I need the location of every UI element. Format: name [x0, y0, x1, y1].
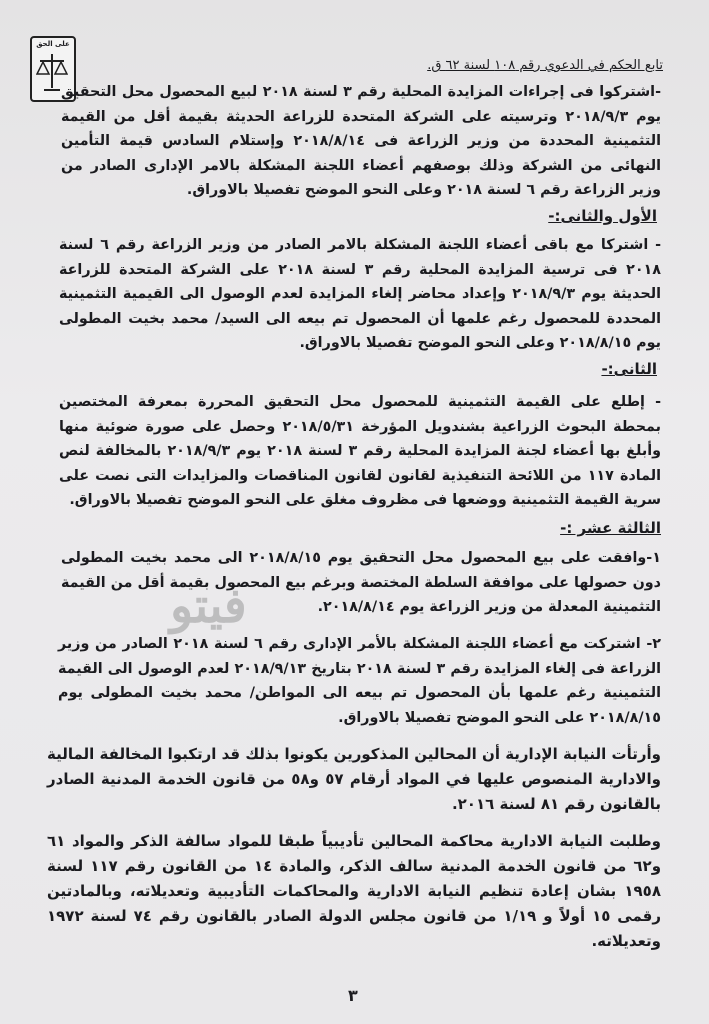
paragraph-7: وطلبت النيابة الادارية محاكمة المحالين تأديبياً طبقا للمواد سالفة الذكر والمواد ٦١ و٦٢ من قانون الخدمة المدنية سالف الذكر، والمادة ١٤ من القانون رقم ١١٧ لسنة ١٩٥٨ بشان إعادة تنظيم النيابة الادارية والمحاكمات التأديبية وتعديلاته، وبالمادتين رقمى ١٥ أولاً و ١/١٩ من قانون مجلس الدولة الصادر بالقانون رقم ٧٤ لسنة ١٩٧٢ وتعديلاته. [47, 832, 662, 950]
paragraph-4: ١-وافقت على بيع المحصول محل التحقيق يوم ٢٠١٨/٨/١٥ الى محمد بخيت المطولى دون حصولها على موافقة السلطة المختصة وبرغم بيع المحصول بقيمة أقل من القيمة التثمينية المعدلة من وزير الزراعة يوم ٢٠١٨/٨/١٤. [61, 550, 661, 615]
watermark-logo: فيتو [170, 578, 247, 634]
heading-first-second: الأول والثانى:- [548, 207, 657, 225]
paragraph-6: وأرتأت النيابة الإدارية أن المحالين المذكورين يكونوا بذلك قد ارتكبوا المخالفة المالية والادارية المنصوص عليها في المواد أرقام ٥٧ و٥٨ من قانون الخدمة المدنية الصادر بالقانون رقم ٨١ لسنة ٢٠١٦. [47, 745, 661, 813]
heading-second: الثانى:- [601, 360, 657, 378]
case-reference-header: تابع الحكم في الدعوي رقم ١٠٨ لسنة ٦٢ ق. [427, 58, 663, 73]
heading-thirteenth: الثالثة عشر :- [560, 519, 661, 537]
paragraph-1: -اشتركوا فى إجراءات المزايدة المحلية رقم ٣ لسنة ٢٠١٨ لبيع المحصول محل التحقيق يوم ٢٠١٨/٩/٣ وترسيته على الشركة المتحدة للزراعة الحديثة بقيمة أقل من القيمة التثمينية المحددة من وزير الزراعة فى ٢٠١٨/٨/١٤ وإستلام السادس قيمة التأمين النهائى من الشركة وذلك بوصفهم أعضاء اللجنة المشكلة بالامر الإدارى الصادر من وزير الزراعة رقم ٦ لسنة ٢٠١٨ وعلى النحو الموضح تفصيلا بالاوراق. [61, 84, 662, 198]
paragraph-3: - إطلع على القيمة التثمينية للمحصول محل التحقيق المحررة بمعرفة المختصين بمحطة البحوث الزراعية بشندويل المؤرخة ٢٠١٨/٥/٣١ وحصل على صورة ضوئية منها وأبلغ بها أعضاء لجنة المزايدة المحلية رقم ٣ لسنة ٢٠١٨ يوم ٢٠١٨/٩/٣ بالمخالفة لنص المادة ١١٧ من اللائحة التنفيذية لقانون لقانون المناقصات والمزايدات التى نصت على سرية القيمة التثمينية ووضعها فى مظروف مغلق على النحو الموضح تفصيلا بالاوراق. [59, 394, 662, 508]
page-number: ٣ [348, 986, 358, 1005]
paragraph-2: - اشتركا مع باقى أعضاء اللجنة المشكلة بالامر الصادر من وزير الزراعة رقم ٦ لسنة ٢٠١٨ فى ترسية المزايدة المحلية رقم ٣ لسنة ٢٠١٨ على الشركة المتحدة للزراعة الحديثة يوم ٢٠١٨/٩/٣ وإعداد محاضر إلغاء المزايدة لعدم الوصول الى القيمية التثمينية المحددة للمحصول رغم علمها أن المحصول تم بيعه الى السيد/ محمد بخيت المطولى يوم ٢٠١٨/٨/١٥ وعلى النحو الموضح تفصيلا بالاوراق. [59, 237, 661, 351]
logo-text: على الحق [36, 40, 70, 48]
paragraph-5: ٢- اشتركت مع أعضاء اللجنة المشكلة بالأمر الإدارى رقم ٦ لسنة ٢٠١٨ الصادر من وزير الزراعة فى إلغاء المزايدة رقم ٣ لسنة ٢٠١٨ بتاريخ ٢٠١٨/٩/١٣ لعدم الوصول الى القيمة التثمينية رغم علمها بأن المحصول تم بيعه الى المواطن/ محمد بخيت المطولى يوم ٢٠١٨/٨/١٥ على النحو الموضح تفصيلا بالاوراق. [58, 636, 661, 726]
